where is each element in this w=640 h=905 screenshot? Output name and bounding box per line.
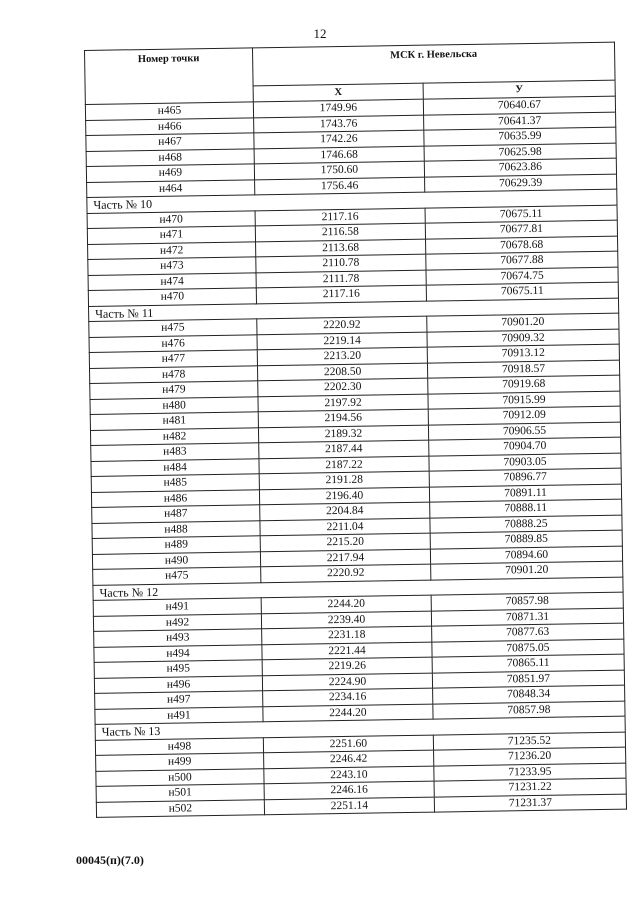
point-number-cell: н491 (93, 598, 261, 616)
y-coordinate-cell: 70901.20 (431, 561, 623, 580)
y-coordinate-cell: 70857.98 (433, 701, 625, 720)
y-coordinate-cell: 70913.12 (427, 344, 619, 363)
y-coordinate-cell: 70678.68 (426, 236, 618, 255)
point-number-cell: н477 (89, 350, 257, 368)
y-coordinate-cell: 70888.11 (430, 499, 622, 518)
x-coordinate-cell: 2202.30 (258, 378, 428, 396)
x-coordinate-cell: 2243.10 (264, 766, 434, 784)
y-coordinate-cell: 70865.11 (432, 654, 624, 673)
x-coordinate-cell: 2244.20 (261, 595, 431, 613)
y-coordinate-cell: 70857.98 (431, 592, 623, 611)
y-coordinate-cell: 70871.31 (431, 608, 623, 627)
point-number-cell: н483 (91, 443, 259, 461)
point-number-cell: н486 (91, 489, 259, 507)
y-coordinate-cell: 70903.05 (429, 453, 621, 472)
point-number-cell: н495 (94, 660, 262, 678)
x-coordinate-cell: 1756.46 (255, 177, 425, 195)
point-number-cell: н470 (88, 288, 256, 306)
part-label: Часть № 13 (95, 716, 625, 740)
point-number-cell: н479 (90, 381, 258, 399)
y-coordinate-cell: 70891.11 (429, 484, 621, 503)
x-coordinate-cell: 2251.60 (263, 735, 433, 753)
x-coordinate-cell: 2116.58 (255, 223, 425, 241)
x-coordinate-cell: 2110.78 (256, 254, 426, 272)
point-number-cell: н498 (95, 737, 263, 755)
header-y: У (423, 80, 615, 99)
point-number-cell: н499 (96, 753, 264, 771)
y-coordinate-cell: 70889.85 (430, 530, 622, 549)
table-body (85, 96, 626, 817)
point-number-cell: н482 (90, 427, 258, 445)
y-coordinate-cell: 70906.55 (428, 422, 620, 441)
header-point-number: Номер точки (85, 48, 254, 105)
y-coordinate-cell: 70677.81 (425, 220, 617, 239)
x-coordinate-cell: 2204.84 (260, 502, 430, 520)
point-number-cell: н478 (89, 365, 257, 383)
point-number-cell: н466 (86, 117, 254, 135)
part-label: Часть № 11 (89, 298, 619, 322)
x-coordinate-cell: 2117.16 (255, 208, 425, 226)
x-coordinate-cell: 2208.50 (257, 363, 427, 381)
y-coordinate-cell: 71233.95 (434, 763, 626, 782)
x-coordinate-cell: 2234.16 (263, 688, 433, 706)
x-coordinate-cell: 2197.92 (258, 394, 428, 412)
point-number-cell: н480 (90, 396, 258, 414)
point-number-cell: н476 (89, 334, 257, 352)
point-number-cell: н490 (92, 551, 260, 569)
x-coordinate-cell: 2187.44 (259, 440, 429, 458)
coordinates-table (84, 42, 627, 818)
point-number-cell: н472 (88, 241, 256, 259)
header-coordinate-system: МСК г. Невельска (252, 42, 615, 86)
point-number-cell: н485 (91, 474, 259, 492)
y-coordinate-cell: 70912.09 (428, 406, 620, 425)
point-number-cell: н487 (92, 505, 260, 523)
x-coordinate-cell: 1749.96 (253, 99, 423, 117)
y-coordinate-cell: 70901.20 (427, 313, 619, 332)
x-coordinate-cell: 2111.78 (256, 270, 426, 288)
x-coordinate-cell: 2213.20 (257, 347, 427, 365)
x-coordinate-cell: 2117.16 (256, 285, 426, 303)
point-number-cell: н464 (87, 179, 255, 197)
point-number-cell: н465 (85, 102, 253, 120)
y-coordinate-cell: 70915.99 (428, 391, 620, 410)
x-coordinate-cell: 1743.76 (254, 115, 424, 133)
x-coordinate-cell: 2191.28 (259, 471, 429, 489)
y-coordinate-cell: 70629.39 (425, 174, 617, 193)
x-coordinate-cell: 2220.92 (261, 564, 431, 582)
point-number-cell: н502 (96, 799, 264, 817)
point-number-cell: н488 (92, 520, 260, 538)
point-number-cell: н473 (88, 257, 256, 275)
y-coordinate-cell: 70904.70 (429, 437, 621, 456)
x-coordinate-cell: 2221.44 (262, 642, 432, 660)
x-coordinate-cell: 1742.26 (254, 130, 424, 148)
y-coordinate-cell: 70875.05 (432, 639, 624, 658)
x-coordinate-cell: 1746.68 (254, 146, 424, 164)
x-coordinate-cell: 2217.94 (260, 549, 430, 567)
y-coordinate-cell: 70888.25 (430, 515, 622, 534)
x-coordinate-cell: 2220.92 (257, 316, 427, 334)
point-number-cell: н497 (95, 691, 263, 709)
y-coordinate-cell: 70674.75 (426, 267, 618, 286)
y-coordinate-cell: 70851.97 (432, 670, 624, 689)
x-coordinate-cell: 2244.20 (263, 704, 433, 722)
y-coordinate-cell: 70641.37 (424, 112, 616, 131)
y-coordinate-cell: 70635.99 (424, 127, 616, 146)
point-number-cell: н484 (91, 458, 259, 476)
part-label: Часть № 10 (87, 189, 617, 213)
y-coordinate-cell: 71231.22 (434, 778, 626, 797)
x-coordinate-cell: 2194.56 (258, 409, 428, 427)
y-coordinate-cell: 70894.60 (430, 546, 622, 565)
x-coordinate-cell: 2219.14 (257, 332, 427, 350)
x-coordinate-cell: 2246.42 (264, 750, 434, 768)
y-coordinate-cell: 70677.88 (426, 251, 618, 270)
x-coordinate-cell: 2215.20 (260, 533, 430, 551)
x-coordinate-cell: 2246.16 (264, 781, 434, 799)
point-number-cell: н467 (86, 133, 254, 151)
x-coordinate-cell: 2239.40 (261, 611, 431, 629)
y-coordinate-cell: 70623.86 (424, 158, 616, 177)
x-coordinate-cell: 2231.18 (262, 626, 432, 644)
x-coordinate-cell: 2196.40 (259, 487, 429, 505)
point-number-cell: н474 (88, 272, 256, 290)
y-coordinate-cell: 70919.68 (428, 375, 620, 394)
x-coordinate-cell: 2251.14 (264, 797, 434, 815)
point-number-cell: н470 (87, 210, 255, 228)
point-number-cell: н493 (94, 629, 262, 647)
x-coordinate-cell: 2189.32 (258, 425, 428, 443)
point-number-cell: н494 (94, 644, 262, 662)
coordinates-table-wrapper (84, 42, 626, 818)
x-coordinate-cell: 2219.26 (262, 657, 432, 675)
point-number-cell: н481 (90, 412, 258, 430)
x-coordinate-cell: 2224.90 (262, 673, 432, 691)
point-number-cell: н475 (93, 567, 261, 585)
x-coordinate-cell: 2187.22 (259, 456, 429, 474)
y-coordinate-cell: 70675.11 (426, 282, 618, 301)
point-number-cell: н492 (93, 613, 261, 631)
y-coordinate-cell: 70848.34 (433, 685, 625, 704)
table-header (85, 42, 616, 104)
point-number-cell: н489 (92, 536, 260, 554)
y-coordinate-cell: 70675.11 (425, 205, 617, 224)
part-label: Часть № 12 (93, 577, 623, 601)
x-coordinate-cell: 1750.60 (254, 161, 424, 179)
point-number-cell: н469 (86, 164, 254, 182)
y-coordinate-cell: 71236.20 (434, 747, 626, 766)
x-coordinate-cell: 2211.04 (260, 518, 430, 536)
point-number-cell: н500 (96, 768, 264, 786)
point-number-cell: н468 (86, 148, 254, 166)
y-coordinate-cell: 70896.77 (429, 468, 621, 487)
x-coordinate-cell: 2113.68 (256, 239, 426, 257)
document-code: 00045(п)(7.0) (76, 853, 144, 867)
point-number-cell: н491 (95, 706, 263, 724)
y-coordinate-cell: 70918.57 (427, 360, 619, 379)
point-number-cell: н496 (94, 675, 262, 693)
y-coordinate-cell: 70877.63 (432, 623, 624, 642)
y-coordinate-cell: 70625.98 (424, 143, 616, 162)
y-coordinate-cell: 70909.32 (427, 329, 619, 348)
header-x: X (253, 83, 423, 102)
y-coordinate-cell: 71235.52 (433, 732, 625, 751)
page-number: 12 (313, 26, 327, 41)
y-coordinate-cell: 70640.67 (423, 96, 615, 115)
point-number-cell: н471 (87, 226, 255, 244)
y-coordinate-cell: 71231.37 (434, 794, 626, 813)
point-number-cell: н501 (96, 784, 264, 802)
point-number-cell: н475 (89, 319, 257, 337)
